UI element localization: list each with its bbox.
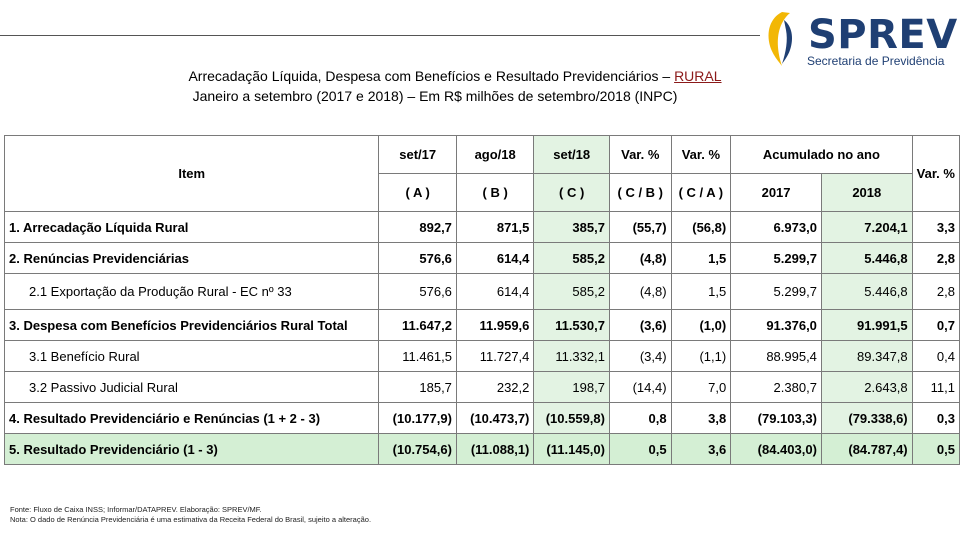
table-row: [5, 212, 960, 243]
table-row-highlight: [5, 434, 960, 465]
cell-b: 614,4: [456, 243, 533, 274]
logo-subtitle: Secretaria de Previdência: [807, 54, 945, 68]
cell-2018: 5.446,8: [821, 243, 912, 274]
cell-var: 0,3: [912, 403, 959, 434]
col-var-acum-header: Var. %: [912, 136, 959, 212]
table-row: [5, 341, 960, 372]
cell-2017: 91.376,0: [731, 310, 822, 341]
cell-ca: (1,1): [671, 341, 731, 372]
cell-ca: 7,0: [671, 372, 731, 403]
cell-b: 614,4: [456, 274, 533, 310]
cell-c: 11.530,7: [534, 310, 610, 341]
cell-b: 871,5: [456, 212, 533, 243]
cell-var: 2,8: [912, 274, 959, 310]
cell-2017: 5.299,7: [731, 274, 822, 310]
cell-var: 2,8: [912, 243, 959, 274]
col-var-cb-header: Var. %: [609, 136, 671, 174]
cell-c: 385,7: [534, 212, 610, 243]
sub-cb: ( C / B ): [609, 174, 671, 212]
cell-cb: (3,6): [609, 310, 671, 341]
cell-2017: (84.403,0): [731, 434, 822, 465]
page-title-line2: Janeiro a setembro (2017 e 2018) – Em R$ milhões de setembro/2018 (INPC): [192, 88, 678, 104]
cell-cb: 0,5: [609, 434, 671, 465]
cell-var: 0,4: [912, 341, 959, 372]
cell-a: 185,7: [379, 372, 456, 403]
title-highlight: RURAL: [674, 68, 722, 84]
cell-c: (10.559,8): [534, 403, 610, 434]
sub-a: ( A ): [379, 174, 456, 212]
cell-ca: 1,5: [671, 274, 731, 310]
cell-cb: (4,8): [609, 274, 671, 310]
cell-a: 11.647,2: [379, 310, 456, 341]
col-acumulado-header: Acumulado no ano: [731, 136, 912, 174]
cell-cb: (3,4): [609, 341, 671, 372]
cell-cb: (55,7): [609, 212, 671, 243]
footnote: [10, 505, 371, 525]
col-item-header: Item: [5, 136, 379, 212]
cell-c: 198,7: [534, 372, 610, 403]
col-ago18-header: ago/18: [456, 136, 533, 174]
cell-2017: 88.995,4: [731, 341, 822, 372]
footnote-source: Fonte: Fluxo de Caixa INSS; Informar/DATAPREV. Elaboração: SPREV/MF.: [10, 505, 262, 514]
cell-var: 0,5: [912, 434, 959, 465]
cell-2018: 7.204,1: [821, 212, 912, 243]
cell-b: 11.727,4: [456, 341, 533, 372]
cell-2018: (79.338,6): [821, 403, 912, 434]
cell-a: 576,6: [379, 243, 456, 274]
row-label: 1. Arrecadação Líquida Rural: [5, 212, 379, 243]
row-label: 2.1 Exportação da Produção Rural - EC nº 33: [5, 274, 379, 310]
table-row: [5, 243, 960, 274]
cell-b: 232,2: [456, 372, 533, 403]
row-label: 3.1 Benefício Rural: [5, 341, 379, 372]
sub-c: ( C ): [534, 174, 610, 212]
sprev-emblem-icon: [760, 8, 804, 68]
top-divider: [0, 35, 760, 36]
cell-2018: 89.347,8: [821, 341, 912, 372]
cell-c: 585,2: [534, 274, 610, 310]
header-row-1: [5, 136, 960, 174]
row-label: 3.2 Passivo Judicial Rural: [5, 372, 379, 403]
cell-2017: 5.299,7: [731, 243, 822, 274]
table-row: [5, 403, 960, 434]
cell-cb: (4,8): [609, 243, 671, 274]
cell-var: 3,3: [912, 212, 959, 243]
col-set17-header: set/17: [379, 136, 456, 174]
cell-b: (10.473,7): [456, 403, 533, 434]
sub-2018: 2018: [821, 174, 912, 212]
cell-c: (11.145,0): [534, 434, 610, 465]
cell-a: 11.461,5: [379, 341, 456, 372]
cell-2017: 6.973,0: [731, 212, 822, 243]
cell-ca: (1,0): [671, 310, 731, 341]
data-table: [4, 135, 960, 465]
table-row: [5, 372, 960, 403]
sub-2017: 2017: [731, 174, 822, 212]
cell-b: 11.959,6: [456, 310, 533, 341]
footnote-note: Nota: O dado de Renúncia Previdenciária é uma estimativa da Receita Federal do Brasil, sujeito a alteração.: [10, 515, 372, 524]
cell-cb: 0,8: [609, 403, 671, 434]
cell-ca: 3,6: [671, 434, 731, 465]
col-set18-header: set/18: [534, 136, 610, 174]
cell-var: 11,1: [912, 372, 959, 403]
cell-c: 585,2: [534, 243, 610, 274]
table-row: [5, 310, 960, 341]
cell-2018: 5.446,8: [821, 274, 912, 310]
cell-2018: (84.787,4): [821, 434, 912, 465]
cell-a: (10.177,9): [379, 403, 456, 434]
cell-c: 11.332,1: [534, 341, 610, 372]
cell-a: 576,6: [379, 274, 456, 310]
title-prefix: Arrecadação Líquida, Despesa com Benefícios e Resultado Previdenciários –: [188, 68, 675, 84]
logo-name: SPREV: [808, 12, 958, 58]
table-row: [5, 274, 960, 310]
cell-ca: (56,8): [671, 212, 731, 243]
cell-2017: (79.103,3): [731, 403, 822, 434]
cell-cb: (14,4): [609, 372, 671, 403]
cell-ca: 3,8: [671, 403, 731, 434]
sprev-logo: [760, 8, 958, 70]
row-label: 3. Despesa com Benefícios Previdenciários Rural Total: [5, 310, 379, 341]
cell-var: 0,7: [912, 310, 959, 341]
sub-b: ( B ): [456, 174, 533, 212]
cell-2018: 2.643,8: [821, 372, 912, 403]
cell-2018: 91.991,5: [821, 310, 912, 341]
col-var-ca-header: Var. %: [671, 136, 731, 174]
cell-b: (11.088,1): [456, 434, 533, 465]
cell-a: (10.754,6): [379, 434, 456, 465]
cell-ca: 1,5: [671, 243, 731, 274]
row-label: 5. Resultado Previdenciário (1 - 3): [5, 434, 379, 465]
row-label: 4. Resultado Previdenciário e Renúncias (1 + 2 - 3): [5, 403, 379, 434]
sub-ca: ( C / A ): [671, 174, 731, 212]
cell-2017: 2.380,7: [731, 372, 822, 403]
cell-a: 892,7: [379, 212, 456, 243]
row-label: 2. Renúncias Previdenciárias: [5, 243, 379, 274]
